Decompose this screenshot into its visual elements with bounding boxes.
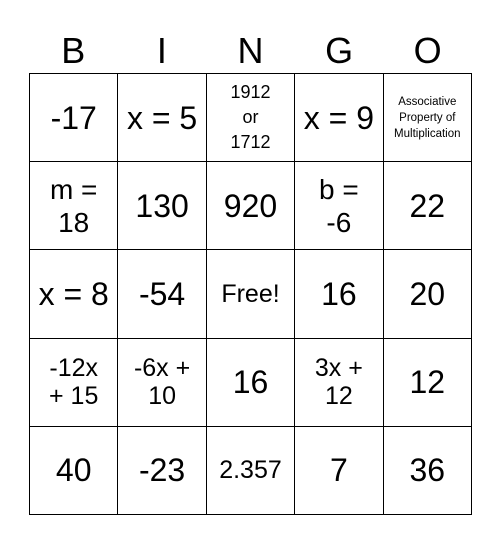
bingo-cell: x = 8 <box>30 250 118 338</box>
bingo-cell: 1912 or 1712 <box>207 74 295 162</box>
bingo-cell: -17 <box>30 74 118 162</box>
bingo-cell: 16 <box>207 339 295 427</box>
bingo-cell: 3x + 12 <box>295 339 383 427</box>
bingo-header <box>29 28 472 74</box>
bingo-cell: 20 <box>384 250 472 338</box>
bingo-free-cell: Free! <box>207 250 295 338</box>
bingo-cell: x = 5 <box>118 74 206 162</box>
bingo-cell: -6x + 10 <box>118 339 206 427</box>
bingo-cell: 7 <box>295 427 383 515</box>
bingo-cell: -12x + 15 <box>30 339 118 427</box>
header-letter-g: G <box>325 30 354 71</box>
bingo-cell: 130 <box>118 162 206 250</box>
bingo-cell: Associative Property of Multiplication <box>384 74 472 162</box>
bingo-cell: 2.357 <box>207 427 295 515</box>
bingo-cell: 920 <box>207 162 295 250</box>
header-letter-n: N <box>237 30 264 71</box>
bingo-cell: b = -6 <box>295 162 383 250</box>
header-letter-o: O <box>413 30 442 71</box>
bingo-cell: 22 <box>384 162 472 250</box>
bingo-cell: x = 9 <box>295 74 383 162</box>
header-letter-i: I <box>156 30 167 71</box>
bingo-cell: -23 <box>118 427 206 515</box>
bingo-cell: -54 <box>118 250 206 338</box>
bingo-cell: 16 <box>295 250 383 338</box>
bingo-card-grid <box>29 73 472 515</box>
bingo-cell: 40 <box>30 427 118 515</box>
bingo-cell: m = 18 <box>30 162 118 250</box>
bingo-cell: 12 <box>384 339 472 427</box>
bingo-cell: 36 <box>384 427 472 515</box>
header-letter-b: B <box>61 30 86 71</box>
